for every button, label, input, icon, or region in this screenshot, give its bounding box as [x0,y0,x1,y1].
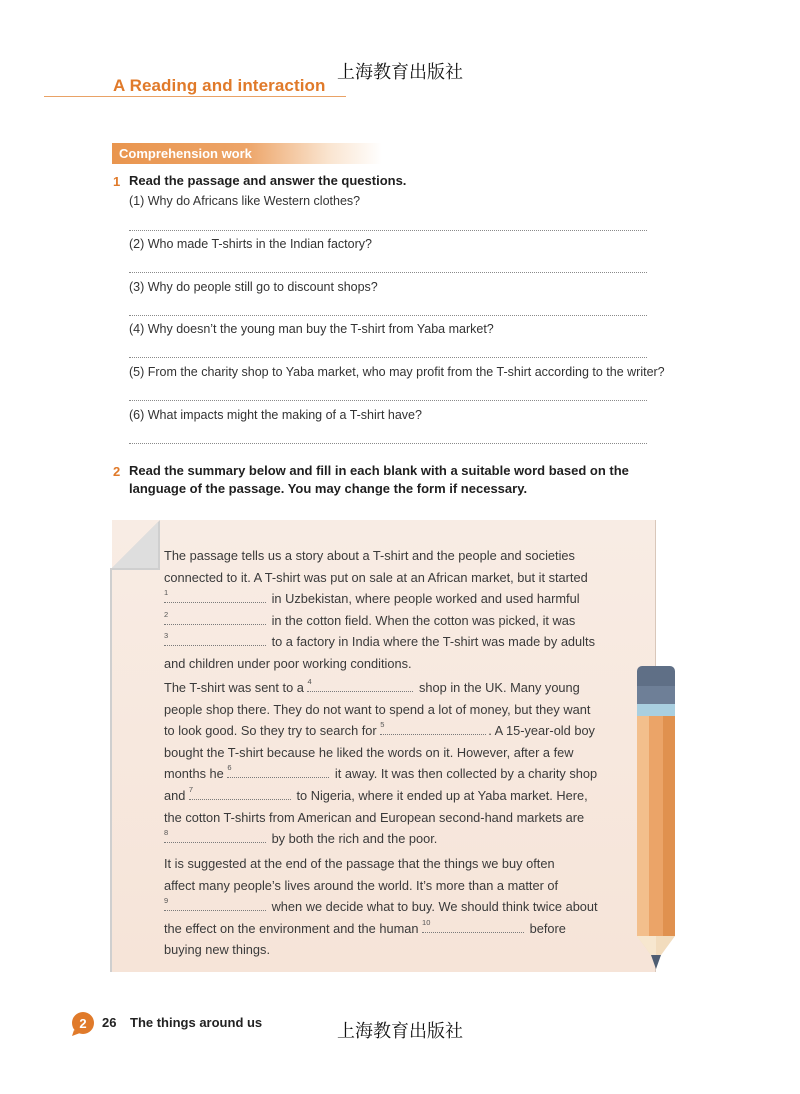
blank-5[interactable] [380,722,486,735]
summary-paragraph-2 [164,677,624,850]
answer-line-4[interactable] [129,357,647,358]
blank-number: 7 [188,784,194,794]
summary-line: connected to it. A T-shirt was put on sale at an African market, but it started [164,569,588,585]
summary-line [164,677,624,699]
summary-text: by both the rich and the poor. [271,831,438,847]
summary-text: months he [164,766,224,782]
summary-line [164,918,624,940]
blank-number: 4 [307,677,312,686]
unit-number: 2 [79,1016,87,1031]
summary-text: in Uzbekistan, where people worked and used harmful [271,591,580,607]
summary-text: it away. It was then collected by a charity shop [334,766,598,782]
blank-number: 5 [380,720,385,730]
page-number: 26 [102,1015,117,1030]
blank-3[interactable] [164,633,266,646]
comprehension-band [112,143,382,164]
summary-line: buying new things. [164,942,270,958]
summary-text: . A 15-year-old boy [488,723,595,739]
question-3: (3) Why do people still go to discount shops? [129,280,378,294]
summary-text: when we decide what to buy. We should think twice about [271,899,598,915]
summary-line: people shop there. They do not want to spend a lot of money, but they want [164,701,591,717]
summary-line [164,610,624,632]
answer-line-5[interactable] [129,400,647,401]
summary-line: affect many people’s lives around the world. It’s more than a matter of [164,877,559,893]
answer-line-6[interactable] [129,443,647,444]
publisher-watermark-top: 上海教育出版社 [337,62,463,83]
summary-text: The T-shirt was sent to a [164,680,304,695]
blank-number: 3 [164,631,169,641]
question-2: (2) Who made T-shirts in the Indian factory? [129,237,372,251]
summary-line [164,720,624,742]
task2-number: 2 [113,464,121,479]
summary-line [164,785,624,807]
task1-instruction: Read the passage and answer the questions. [129,173,407,188]
summary-text: to Nigeria, where it ended up at Yaba market. Here, [296,787,588,803]
blank-7[interactable] [188,784,291,800]
summary-text: and [164,787,186,803]
card-left-border [110,568,112,972]
summary-paragraph-3 [164,853,624,961]
question-6: (6) What impacts might the making of a T-shirt have? [129,408,422,422]
page-fold-corner [110,520,160,570]
blank-8[interactable] [164,830,266,843]
blank-6[interactable] [227,765,329,778]
summary-line: the cotton T-shirts from American and European second-hand markets are [164,809,585,825]
task2-instruction-line1: Read the summary below and fill in each blank with a suitable word based on the [129,463,629,478]
blank-4[interactable] [307,679,413,692]
summary-line [164,828,624,850]
summary-paragraph-1 [164,545,624,675]
summary-text: before [529,920,566,936]
band-label: Comprehension work [119,146,252,161]
section-title: A Reading and interaction [113,76,326,95]
blank-number: 10 [422,917,431,927]
task1-number: 1 [113,174,121,189]
task2-instruction [129,462,629,498]
publisher-watermark-bottom: 上海教育出版社 [337,1021,463,1042]
task2-instruction-line2: language of the passage. You may change the form if necessary. [129,481,528,496]
summary-text: shop in the UK. Many young [419,680,580,695]
blank-1[interactable] [164,590,266,603]
summary-line [164,631,624,653]
summary-text: the effect on the environment and the human [164,920,419,936]
summary-text: to look good. So they try to search for [164,723,377,739]
answer-line-3[interactable] [129,315,647,316]
answer-line-1[interactable] [129,230,647,231]
summary-text: in the cotton field. When the cotton was picked, it was [271,612,576,628]
blank-number: 1 [164,588,169,598]
question-1: (1) Why do Africans like Western clothes? [129,194,361,208]
summary-line [164,588,624,610]
summary-line [164,763,624,785]
summary-line: It is suggested at the end of the passage that the things we buy often [164,856,555,871]
blank-number: 6 [227,763,232,773]
answer-line-2[interactable] [129,272,647,273]
summary-line: and children under poor working conditions. [164,655,412,671]
pencil-icon [630,664,682,976]
blank-number: 8 [164,828,169,838]
unit-title: The things around us [130,1015,263,1030]
summary-line: bought the T-shirt because he liked the words on it. However, after a few [164,744,574,760]
summary-line [164,896,624,918]
blank-9[interactable] [164,898,266,911]
question-4: (4) Why doesn’t the young man buy the T-shirt from Yaba market? [129,322,494,336]
summary-line: The passage tells us a story about a T-shirt and the people and societies [164,548,575,563]
blank-2[interactable] [164,609,266,625]
blank-10[interactable] [422,917,524,933]
question-5: (5) From the charity shop to Yaba market, who may profit from the T-shirt according to the writer? [129,365,665,379]
summary-text: to a factory in India where the T-shirt was made by adults [271,634,595,650]
blank-number: 9 [164,896,169,906]
title-divider [44,96,346,97]
blank-number: 2 [164,609,169,619]
